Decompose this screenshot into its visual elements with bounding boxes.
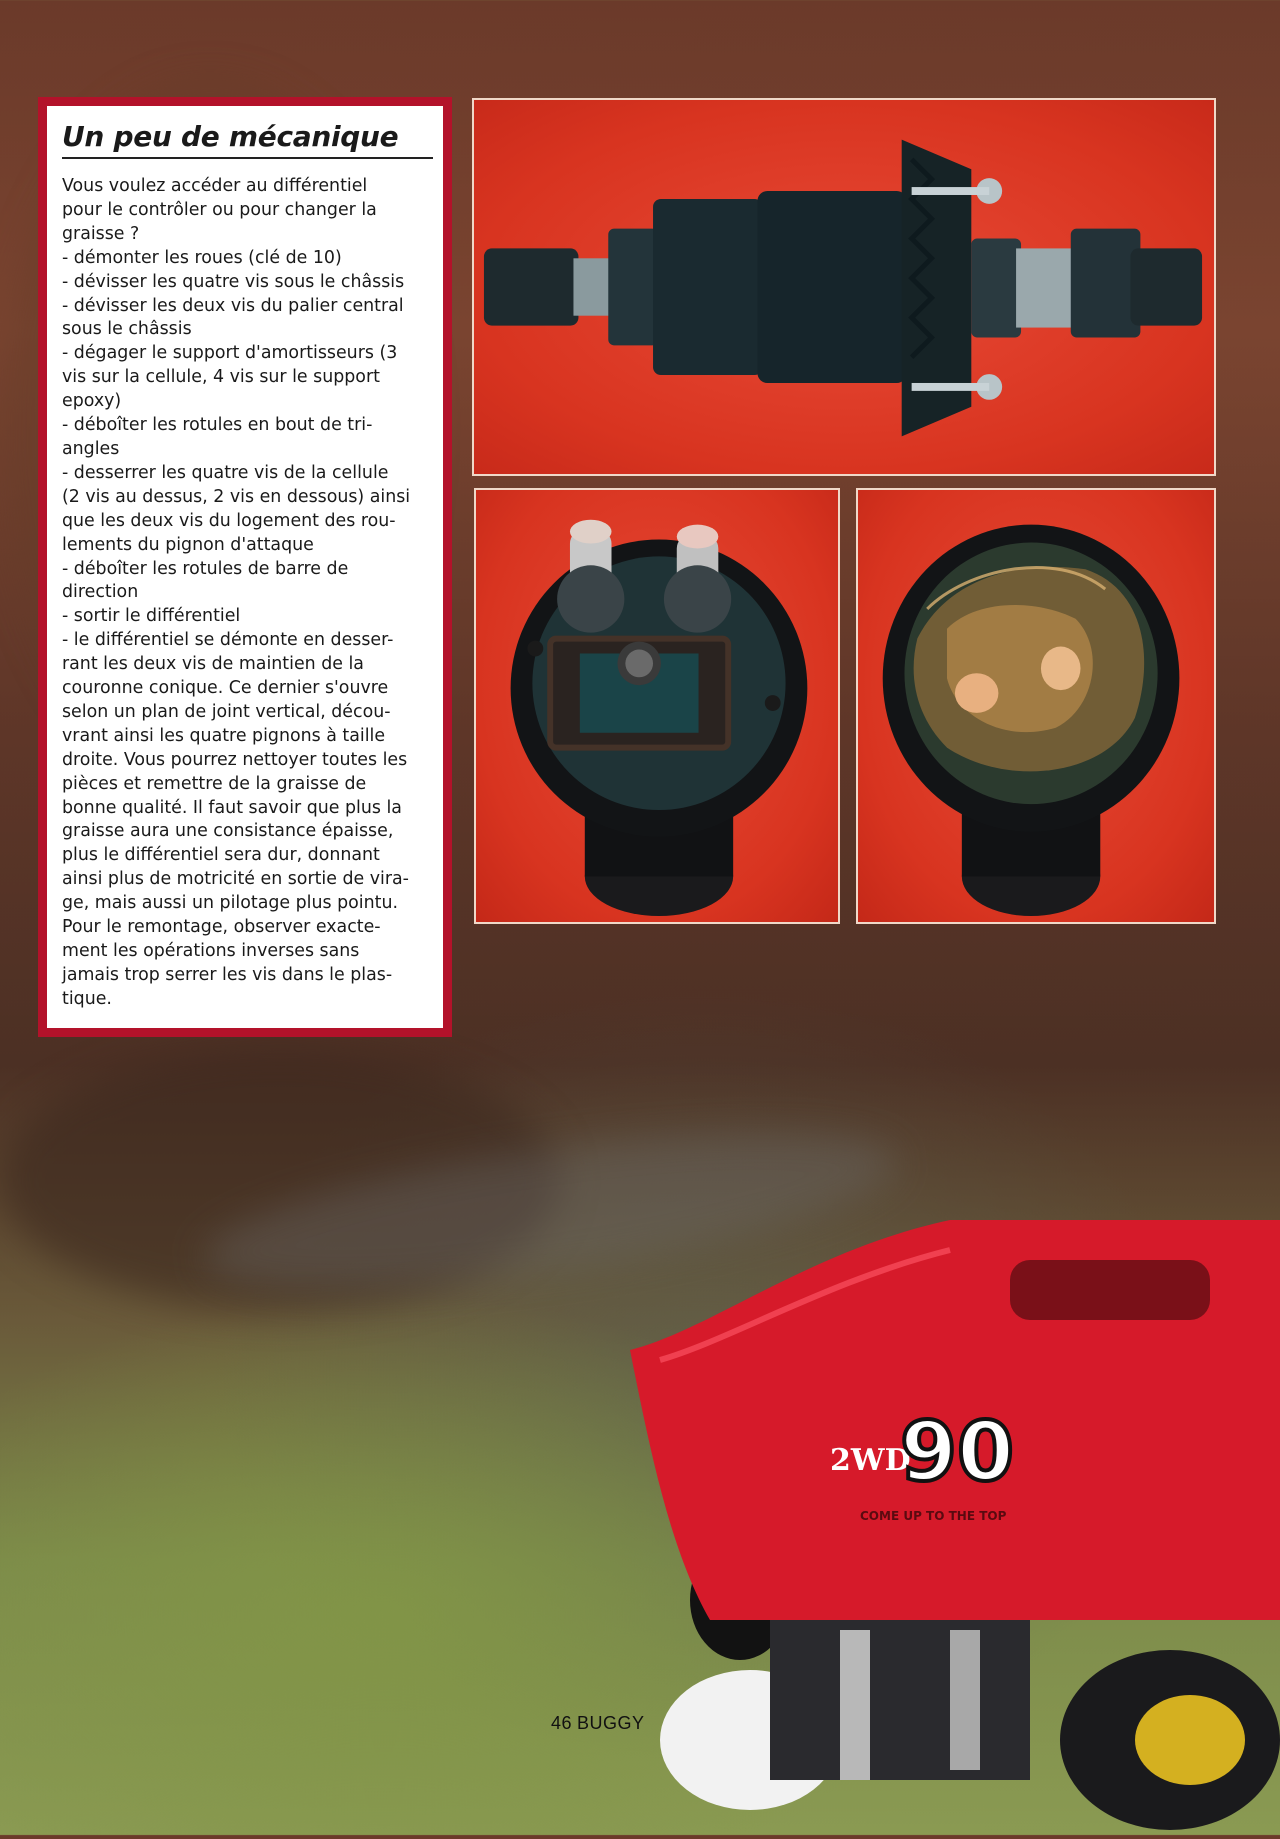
body-line: vrant ainsi les quatre pignons à taille [62, 725, 386, 746]
open-differential-gears-photo [474, 488, 840, 924]
body-line: - desserrer les quatre vis de la cellule [62, 462, 389, 483]
body-line: Pour le remontage, observer exacte- [62, 917, 381, 938]
body-line: que les deux vis du logement des rou- [62, 510, 396, 531]
greased-differential-photo [856, 488, 1216, 924]
body-line: ment les opérations inverses sans [62, 941, 360, 961]
differential-illustration [474, 100, 1214, 474]
body-line: - dévisser les quatre vis sous le châssis [62, 271, 405, 292]
buggy-illustration [630, 1220, 1280, 1835]
body-line: tique. [62, 988, 112, 1009]
body-line: angles [62, 438, 120, 459]
body-line: - dégager le support d'amortisseurs (3 [62, 343, 398, 364]
body-line: Vous voulez accéder au différentiel [62, 176, 368, 196]
body-line: epoxy) [62, 391, 122, 412]
sidebar-content [47, 106, 443, 1028]
body-line: jamais trop serrer les vis dans le plas- [62, 964, 393, 985]
body-line: ainsi plus de motricité en sortie de vira- [62, 869, 409, 890]
body-line: pour le contrôler ou pour changer la [62, 199, 377, 220]
body-line: pièces et remettre de la graisse de [62, 773, 367, 794]
body-line: - déboîter les rotules de barre de [62, 558, 349, 579]
buggy-number: 90 [900, 1405, 1015, 1500]
buggy-model-label: 2WD [830, 1443, 911, 1478]
sidebar-article [38, 97, 452, 1037]
body-line: bonne qualité. Il faut savoir que plus la [62, 797, 402, 818]
grease-illustration [858, 490, 1214, 922]
gears-illustration [476, 490, 838, 922]
sidebar-body [62, 175, 433, 1012]
body-line: vis sur la cellule, 4 vis sur le support [62, 367, 380, 388]
body-line: ge, mais aussi un pilotage plus pointu. [62, 893, 399, 914]
differential-assembly-photo [472, 98, 1216, 476]
body-line: selon un plan de joint vertical, décou- [62, 701, 391, 722]
body-line: - dévisser les deux vis du palier central [62, 295, 404, 316]
body-line: graisse aura une consistance épaisse, [62, 821, 394, 842]
page-footer [551, 1713, 645, 1734]
body-line: lements du pignon d'attaque [62, 534, 314, 555]
sidebar-title: Un peu de mécanique [62, 120, 433, 159]
page-number: 46 [551, 1713, 573, 1733]
body-line: couronne conique. Ce dernier s'ouvre [62, 678, 389, 699]
body-line: (2 vis au dessus, 2 vis en dessous) ainsi [62, 486, 411, 507]
magazine-name: BUGGY [577, 1713, 645, 1733]
body-line: - démonter les roues (clé de 10) [62, 247, 342, 268]
body-line: - déboîter les rotules en bout de tri- [62, 415, 373, 436]
body-line: graisse ? [62, 223, 140, 244]
body-line: plus le différentiel sera dur, donnant [62, 845, 380, 866]
buggy-slogan: COME UP TO THE TOP [860, 1509, 1007, 1523]
body-line: direction [62, 582, 139, 603]
body-line: - sortir le différentiel [62, 606, 241, 627]
body-line: rant les deux vis de maintien de la [62, 654, 364, 675]
body-line: sous le châssis [62, 319, 192, 340]
body-line: - le différentiel se démonte en desser- [62, 630, 394, 651]
red-buggy-photo [630, 1220, 1280, 1835]
body-line: droite. Vous pourrez nettoyer toutes les [62, 749, 408, 770]
